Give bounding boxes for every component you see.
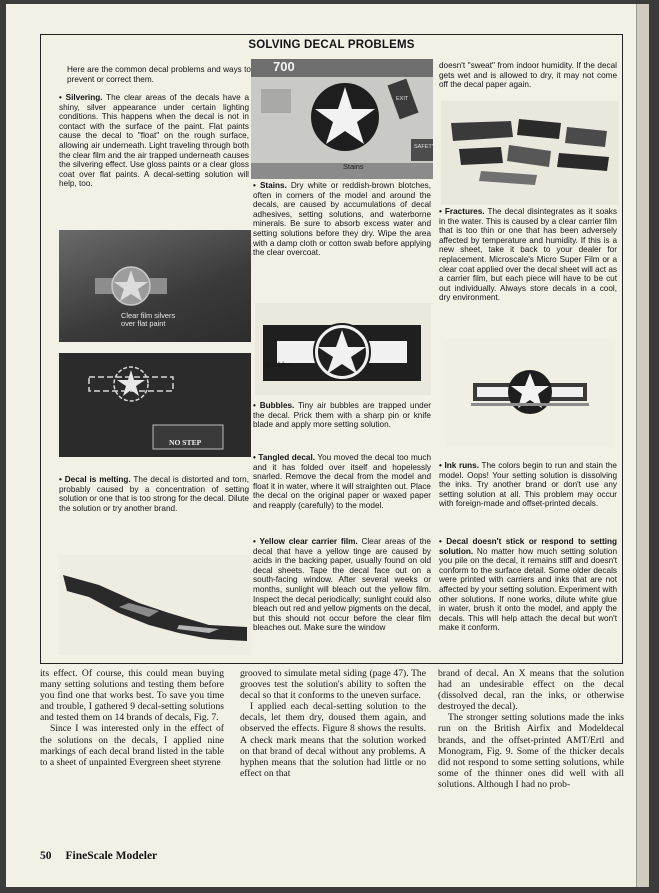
- bubbles-insignia: [255, 303, 431, 395]
- ink-runs-insignia: [445, 339, 615, 447]
- stick-text: No matter how much setting solution you pile on the decal, it remains stiff and doesn't conform to the surface detail. Some older decals were printed with carriers and inks that are not affected by your setting solution. Experiment with other solutions. If none works, dilute white glue in water, brush it onto the model, and apply the decals. This will help attach the decal but won't make it conform.: [439, 546, 617, 633]
- body-col3-para1: brand of decal. An X means that the solution had an undesirable effect on the decal (dissolved decal, ran the inks, or otherwise destroyed the decal).: [438, 668, 624, 713]
- body-col2-para1: grooved to simulate metal siding (page 47). The grooves test the solution's ability to soften the decal so that it conforms to the uneven surface.: [240, 668, 426, 702]
- stains-photo: [251, 59, 436, 179]
- tangled-decal-shape: [59, 555, 251, 655]
- magazine-name: FineScale Modeler: [65, 850, 158, 862]
- yellow-continued: doesn't "sweat" from indoor humidity. If the decal gets wet and is allowed to dry, it may not come off the decal paper again.: [439, 61, 617, 90]
- bubbles-paragraph: [253, 401, 431, 430]
- page-footer: [40, 850, 157, 862]
- yellow-text: Clear areas of the decal that have a yellow tinge are caused by acids in the backing paper, usually found on old decal sheets. Tape the decal face out on a south-facing window. After several weeks or months, sunlight will bleach out the yellow film. Inspect the decal periodically; sunlight could also bleach out red and yellow pigments on the decal, but this should not occur before the clear film bleaches out. Make sure the window: [253, 537, 431, 633]
- fractured-decal-shape: [441, 101, 619, 205]
- sidebar-box: [40, 34, 623, 664]
- stick-paragraph: [439, 537, 617, 633]
- bubbles-photo: [255, 303, 431, 395]
- bubbles-label: Bubbles: [265, 360, 292, 369]
- silvering-photo: [59, 230, 251, 342]
- melting-paragraph: [59, 475, 249, 513]
- stains-paragraph: [253, 181, 431, 258]
- stains-heading: • Stains.: [253, 181, 287, 190]
- silvering-heading: • Silvering.: [59, 93, 103, 102]
- page-number: 50: [40, 850, 52, 862]
- stains-text: Dry white or reddish-brown blotches, often in corners of the model and around the decals, are caused by accumulations of decal adhesives, setting solutions, and waterborne minerals. Be sure to absorb excess water and setting solutions before they dry. Wipe the area with a damp cloth or cotton swab before applying the clear overcoat.: [253, 181, 431, 258]
- fractures-photo: [441, 101, 619, 205]
- fractures-heading: • Fractures.: [439, 207, 485, 216]
- page-edge: [636, 4, 649, 887]
- fractures-paragraph: [439, 207, 617, 303]
- sidebar-title: SOLVING DECAL PROBLEMS: [248, 39, 415, 51]
- body-column-2: [240, 668, 426, 779]
- ink-runs-text: The colors begin to run and stain the model. Oops! Your setting solution is dissolving the inks. Try another brand or don't use any setting solution at all. This problem may occur with foreign-made and offset-printed decals.: [439, 461, 617, 509]
- tangled-paragraph: [253, 453, 431, 511]
- silvering-text: The clear areas of the decals have a shiny, silver appearance under certain lighting conditions. This happens when the decal is not in contact with the surface of the paint. Flat paints cause the decal to "float" on the rough surface, allowing air underneath. Light traveling through both the clear film and the air trapped underneath causes the silvering effect. Use gloss paints or a clear gloss coat over flat paints. A decal-setting solution will help, too.: [59, 93, 249, 189]
- ink-runs-paragraph: [439, 461, 617, 509]
- ink-runs-photo: [445, 339, 615, 447]
- melting-heading: • Decal is melting.: [59, 475, 131, 484]
- body-column-1: [40, 668, 224, 768]
- ink-runs-heading: • Ink runs.: [439, 461, 479, 470]
- stains-model-photo: [251, 59, 436, 179]
- body-col1-para1: its effect. Of course, this could mean buying many setting solutions and testing them before you find one that works best. To save you time and trouble, I gathered 9 decal-setting solutions and tested them on 14 brands of decals, Fig. 7.: [40, 668, 224, 724]
- no-step-marking: NO STEP: [169, 438, 202, 447]
- panel-marking-1: EXIT: [396, 96, 409, 102]
- yellow-heading: • Yellow clear carrier film.: [253, 537, 358, 546]
- tail-number: 700: [273, 59, 295, 74]
- sidebar-intro: Here are the common decal problems and ways to prevent or correct them.: [67, 65, 251, 84]
- tangled-heading: • Tangled decal.: [253, 453, 315, 462]
- body-col3-para2: The stronger setting solutions made the inks run on the British Airfix and Modeldecal brands, and the offset-printed AMT/Ertl and Monogram, Fig. 9. Some of the thicker decals did not respond to some setting solutions, while some of the thinner ones did well with all solutions. Although I had no prob-: [438, 712, 624, 790]
- stains-label: Stains: [343, 162, 364, 171]
- yellow-paragraph: [253, 537, 431, 633]
- bubbles-heading: • Bubbles.: [253, 401, 295, 410]
- tangled-photo: [59, 555, 251, 655]
- magazine-page: [6, 4, 649, 887]
- tangled-text: You moved the decal too much and it has folded over itself and hopelessly snarled. Remove the decal from the model and float it in water, where it will straighten out. Place the decal on the original paper or waxed paper and reapply (carefully) to the model.: [253, 453, 431, 510]
- silvering-caption-1: Clear film silvers: [121, 311, 176, 320]
- silvering-caption-2: over flat paint: [121, 319, 166, 328]
- melting-photo: [59, 353, 251, 457]
- stick-heading: • Decal doesn't stick or respond to setting solution.: [439, 537, 617, 556]
- body-col2-para2: I applied each decal-setting solution to the decals, let them dry, doused them again, and observed the effects. Figure 8 shows the results. A check mark means that the solution worked on that brand of decal without any problems. A hyphen means that the solution had little or no effect on that: [240, 701, 426, 779]
- fractures-text: The decal disintegrates as it soaks in the water. This is caused by a clear carrier film that is too thin or one that has been adversely affected by temperature and humidity. If this is a new sheet, take it back to your dealer for replacement. Microscale's Micro Super Film or a clear coat applied over the decal sheet will act as a carrier film, but each piece will have to be cut out individually. Always store decals in a cool, dry environment.: [439, 207, 617, 303]
- body-col1-para2: Since I was interested only in the effect of the solutions on the decals, I applied nine markings of each decal brand listed in the table to a sheet of unpainted Evergreen sheet styrene: [40, 723, 224, 768]
- melting-insignia: [59, 353, 251, 457]
- body-column-3: [438, 668, 624, 790]
- bubbles-text: Tiny air bubbles are trapped under the decal. Prick them with a sharp pin or knife blade and apply more setting solution.: [253, 401, 431, 430]
- melting-text: The decal is distorted and torn, probably caused by a concentration of setting solution or one that is too strong for the decal. Dilute the solution or try another brand.: [59, 475, 249, 513]
- panel-marking-2: SAFETY: [414, 144, 436, 150]
- silvering-paragraph: [59, 93, 249, 189]
